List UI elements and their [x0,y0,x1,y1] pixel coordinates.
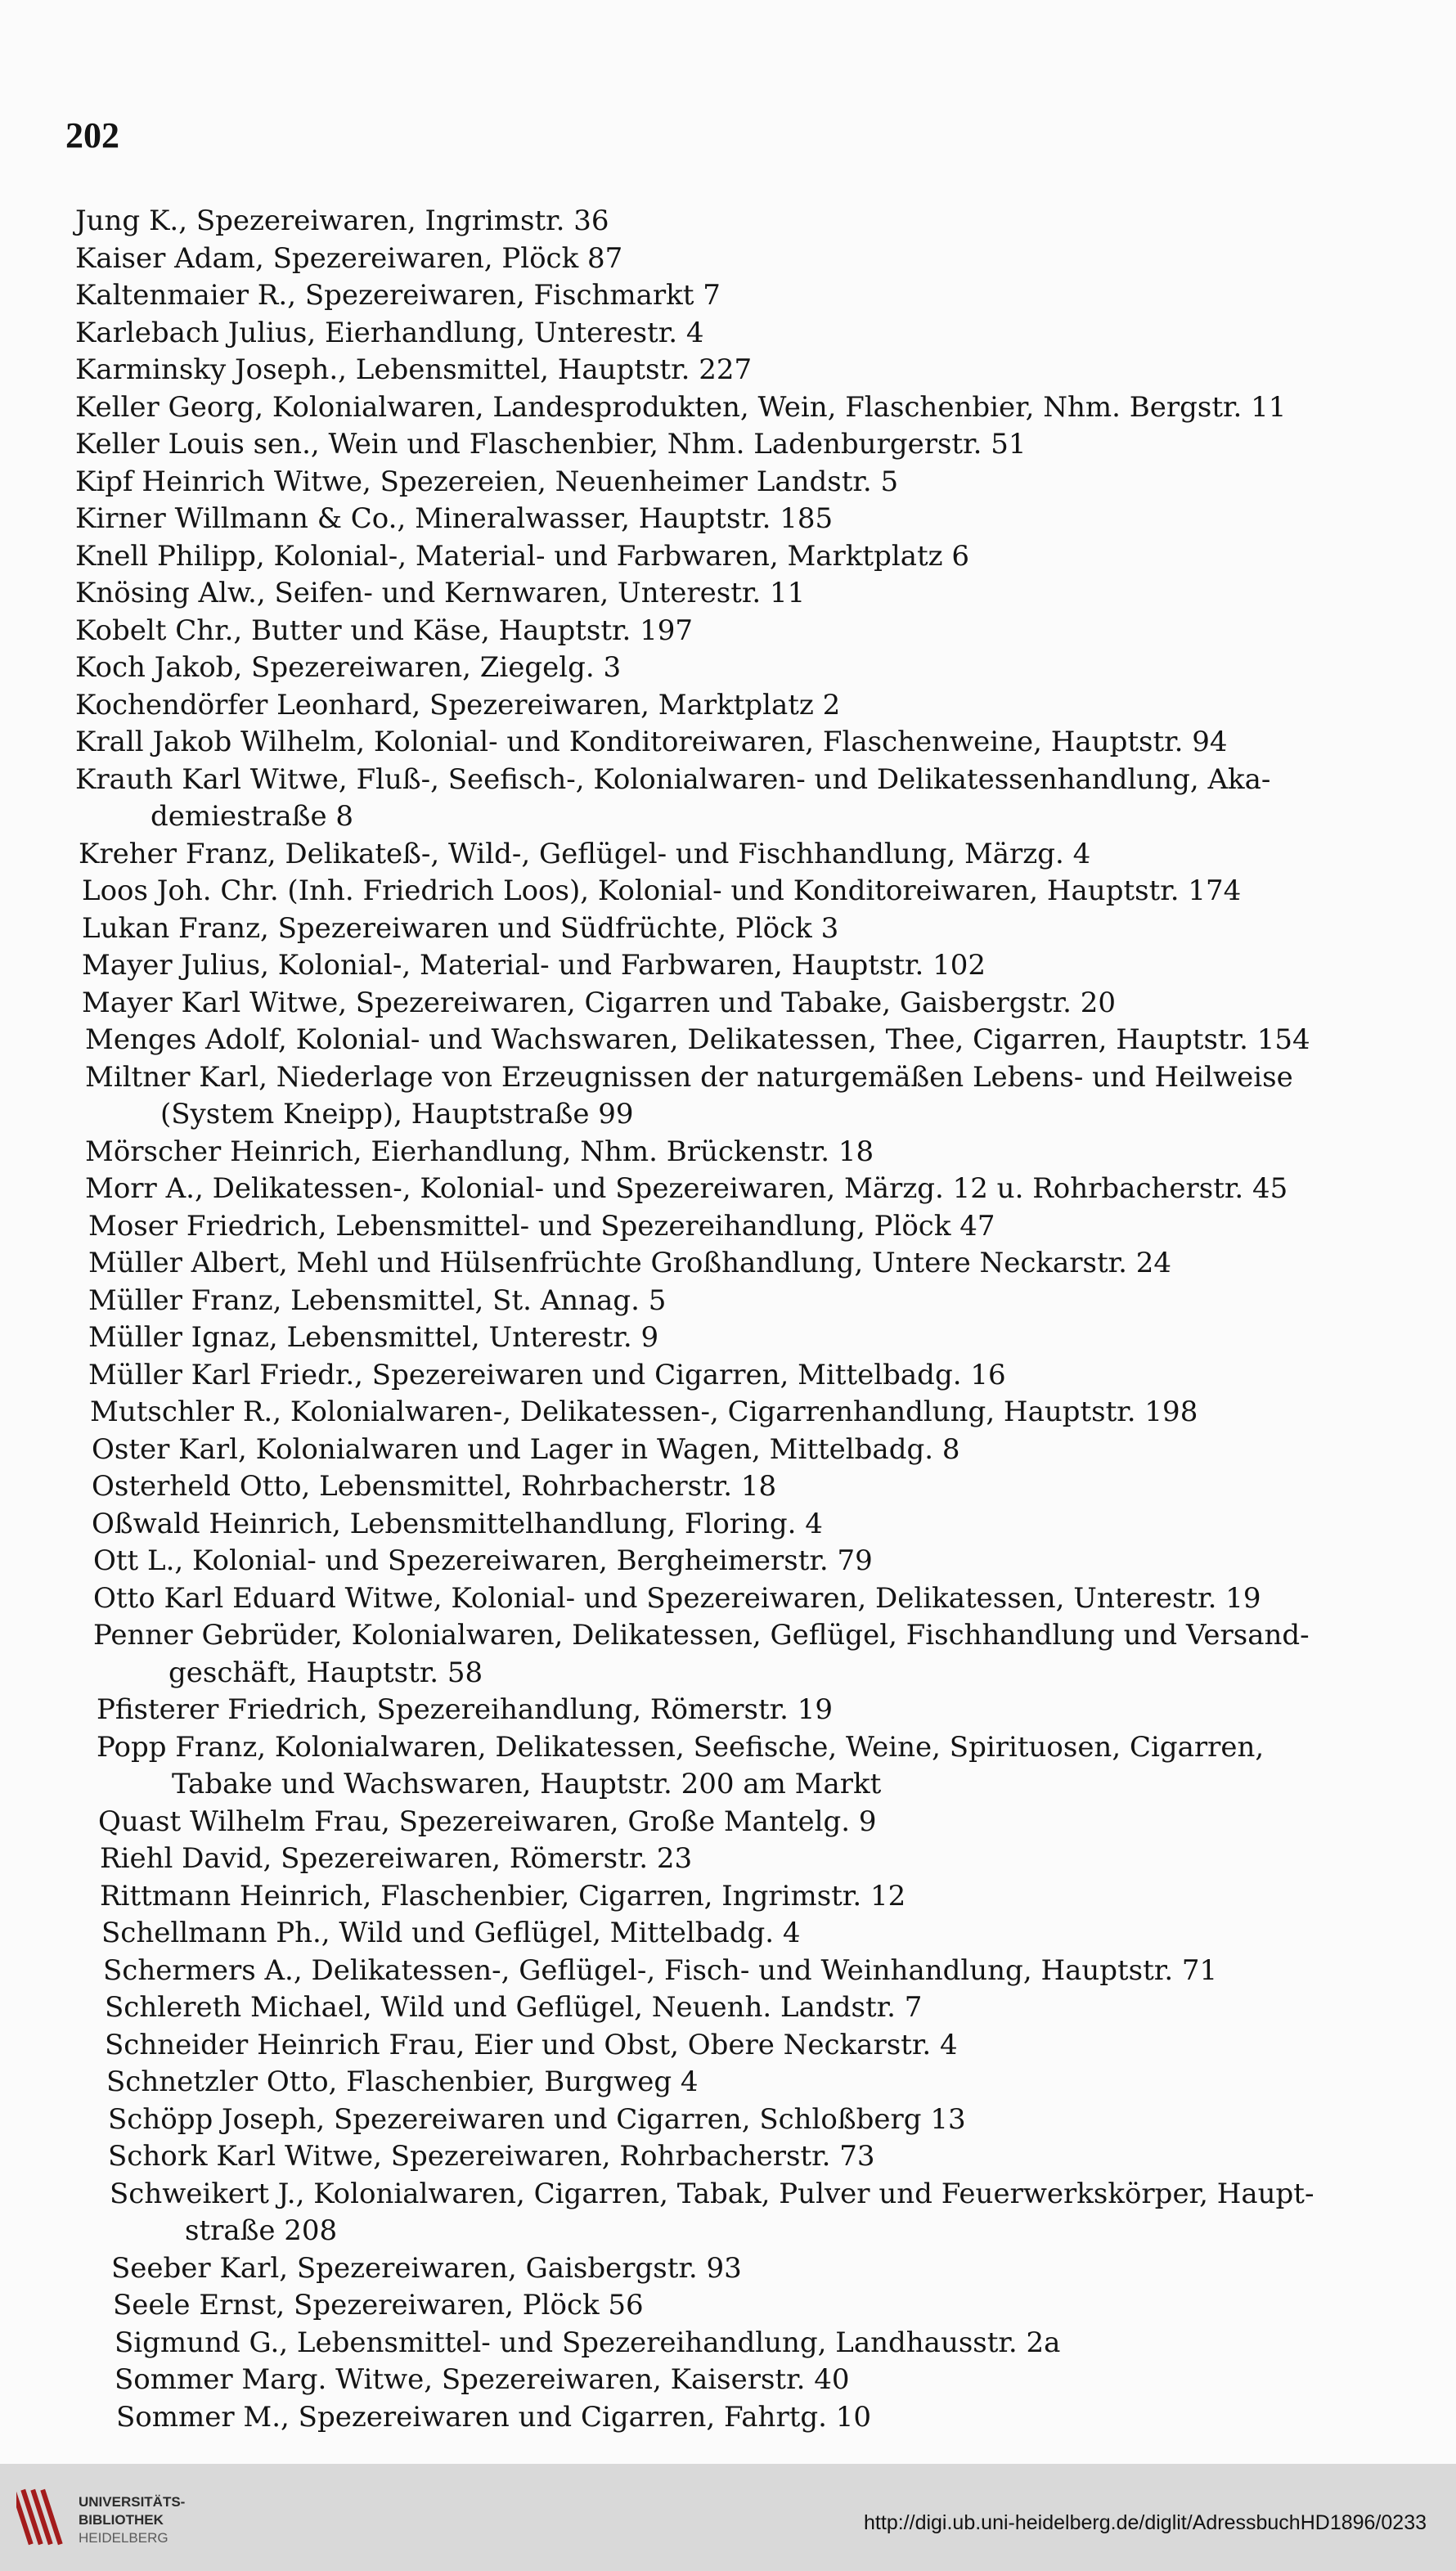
directory-entry [0,1283,1456,1320]
entry-text: Krall Jakob Wilhelm, Kolonial- und Konditoreiwaren, Flaschenweine, Hauptstr. 94 [75,726,1228,758]
directory-entry [0,2176,1456,2250]
entry-text: Mayer Julius, Kolonial-, Material- und Farbwaren, Hauptstr. 102 [82,949,986,982]
entry-text: Loos Joh. Chr. (Inh. Friedrich Loos), Kolonial- und Konditoreiwaren, Hauptstr. 174 [82,874,1242,907]
entry-text: Müller Karl Friedr., Spezereiwaren und Cigarren, Mittelbadg. 16 [88,1358,1006,1391]
directory-entry [0,2362,1456,2399]
directory-entry [0,464,1456,501]
entry-text: Pfisterer Friedrich, Spezereihandlung, Römerstr. 19 [97,1693,834,1726]
entry-text: Knell Philipp, Kolonial-, Material- und Farbwaren, Marktplatz 6 [75,539,969,573]
entry-text: Schnetzler Otto, Flaschenbier, Burgweg 4 [106,2065,699,2098]
entry-text: Menges Adolf, Kolonial- und Wachswaren, Delikatessen, Thee, Cigarren, Hauptstr. 154 [85,1023,1310,1056]
directory-entry [0,426,1456,464]
entry-text: Rittmann Heinrich, Flaschenbier, Cigarren, Ingrimstr. 12 [100,1879,906,1913]
directory-entry [0,1357,1456,1395]
entry-text: Müller Albert, Mehl und Hülsenfrüchte Großhandlung, Untere Neckarstr. 24 [88,1247,1172,1279]
entry-text: Schlereth Michael, Wild und Geflügel, Neuenh. Landstr. 7 [105,1991,923,2024]
directory-entry [0,1468,1456,1506]
directory-entry [0,2250,1456,2288]
directory-entries [0,203,1456,2436]
entry-text: Mutschler R., Kolonialwaren-, Delikatessen-, Cigarrenhandlung, Hauptstr. 198 [90,1396,1198,1428]
entry-text: Schöpp Joseph, Spezereiwaren und Cigarren, Schloßberg 13 [108,2102,966,2136]
entry-text: Kaiser Adam, Spezereiwaren, Plöck 87 [75,241,623,275]
directory-entry [0,1134,1456,1171]
entry-text: Seeber Karl, Spezereiwaren, Gaisbergstr. 93 [111,2251,742,2285]
entry-continuation: straße 208 [185,2214,338,2247]
source-url[interactable]: http://digi.ub.uni-heidelberg.de/diglit/AdressbuchHD1896/0233 [864,2511,1427,2534]
directory-entry [0,2101,1456,2139]
directory-entry [0,1841,1456,1878]
entry-continuation: demiestraße 8 [151,800,354,833]
directory-entry [0,352,1456,389]
directory-entry [0,1878,1456,1916]
library-name [79,2493,185,2547]
directory-entry [0,2027,1456,2065]
library-logo-icon [16,2480,67,2554]
directory-entry [0,1915,1456,1953]
entry-text: Karminsky Joseph., Lebensmittel, Hauptstr. 227 [75,353,753,386]
directory-entry [0,687,1456,725]
entry-text: Kaltenmaier R., Spezereiwaren, Fischmarkt 7 [75,279,721,312]
directory-entry [0,538,1456,576]
entry-text: Keller Georg, Kolonialwaren, Landesprodukten, Wein, Flaschenbier, Nhm. Bergstr. 11 [75,390,1287,424]
directory-entry [0,1319,1456,1357]
library-name-line1: UNIVERSITÄTS- [79,2494,186,2510]
entry-text: Lukan Franz, Spezereiwaren und Südfrüchte, Plöck 3 [82,911,839,945]
directory-entry [0,1506,1456,1544]
directory-entry [0,873,1456,910]
entry-text: Kirner Willmann & Co., Mineralwasser, Hauptstr. 185 [75,502,834,535]
entry-text: Morr A., Delikatessen-, Kolonial- und Spezereiwaren, Märzg. 12 u. Rohrbacherstr. 45 [85,1172,1288,1205]
directory-entry [0,501,1456,538]
directory-entry [0,1804,1456,1841]
entry-text: Krauth Karl Witwe, Fluß-, Seefisch-, Kolonialwaren- und Delikatessenhandlung, Aka- [75,762,1271,796]
entry-text: Schork Karl Witwe, Spezereiwaren, Rohrbacherstr. 73 [108,2140,875,2173]
directory-entry [0,1394,1456,1432]
entry-text: Popp Franz, Kolonialwaren, Delikatessen, Seefische, Weine, Spirituosen, Cigarren, [97,1730,1265,1764]
directory-entry [0,1245,1456,1283]
entry-text: Miltner Karl, Niederlage von Erzeugnissen der naturgemäßen Lebens- und Heilweise [85,1060,1293,1094]
library-name-line3: HEIDELBERG [79,2530,169,2546]
entry-text: Schellmann Ph., Wild und Geflügel, Mittelbadg. 4 [101,1917,801,1949]
entry-continuation: Tabake und Wachswaren, Hauptstr. 200 am Markt [172,1768,882,1800]
entry-text: Penner Gebrüder, Kolonialwaren, Delikatessen, Geflügel, Fischhandlung und Versand- [93,1619,1310,1652]
directory-entry [0,1989,1456,2027]
entry-text: Quast Wilhelm Frau, Spezereiwaren, Große Mantelg. 9 [98,1805,877,1838]
directory-entry [0,1543,1456,1580]
entry-text: Keller Louis sen., Wein und Flaschenbier, Nhm. Ladenburgerstr. 51 [75,428,1027,461]
directory-entry [0,1953,1456,1990]
entry-text: Müller Ignaz, Lebensmittel, Unterestr. 9 [88,1321,659,1354]
directory-entry [0,575,1456,613]
entry-text: Kobelt Chr., Butter und Käse, Hauptstr. 197 [75,614,694,647]
directory-entry [0,1171,1456,1208]
library-name-line2: BIBLIOTHEK [79,2512,164,2528]
directory-entry [0,2399,1456,2437]
directory-entry [0,1617,1456,1692]
directory-entry [0,947,1456,985]
entry-text: Osterheld Otto, Lebensmittel, Rohrbacherstr. 18 [92,1470,777,1503]
entry-text: Oster Karl, Kolonialwaren und Lager in Wagen, Mittelbadg. 8 [92,1432,960,1466]
directory-entry [0,2325,1456,2362]
entry-text: Schneider Heinrich Frau, Eier und Obst, Obere Neckarstr. 4 [105,2028,958,2061]
directory-entry [0,315,1456,353]
entry-text: Mayer Karl Witwe, Spezereiwaren, Cigarren und Tabake, Gaisbergstr. 20 [82,986,1116,1019]
entry-text: Riehl David, Spezereiwaren, Römerstr. 23 [100,1842,693,1875]
directory-entry [0,2138,1456,2176]
entry-text: Mörscher Heinrich, Eierhandlung, Nhm. Brückenstr. 18 [85,1135,874,1168]
directory-entry [0,613,1456,650]
entry-text: Ott L., Kolonial- und Spezereiwaren, Bergheimerstr. 79 [93,1544,873,1577]
entry-text: Sigmund G., Lebensmittel- und Spezereihandlung, Landhausstr. 2a [115,2326,1061,2359]
entry-text: Otto Karl Eduard Witwe, Kolonial- und Spezereiwaren, Delikatessen, Unterestr. 19 [93,1581,1261,1615]
directory-entry [0,1729,1456,1804]
directory-entry [0,1432,1456,1469]
entry-text: Schweikert J., Kolonialwaren, Cigarren, Tabak, Pulver und Feuerwerkskörper, Haupt- [110,2177,1314,2210]
entry-text: Seele Ernst, Spezereiwaren, Plöck 56 [113,2289,644,2322]
entry-text: Koch Jakob, Spezereiwaren, Ziegelg. 3 [75,651,622,684]
entry-text: Sommer M., Spezereiwaren und Cigarren, Fahrtg. 10 [116,2400,872,2434]
entry-text: Kochendörfer Leonhard, Spezereiwaren, Marktplatz 2 [75,688,841,721]
directory-entry [0,910,1456,948]
entry-text: Kreher Franz, Delikateß-, Wild-, Geflügel- und Fischhandlung, Märzg. 4 [79,837,1091,870]
directory-entry [0,389,1456,427]
entry-text: Müller Franz, Lebensmittel, St. Annag. 5 [88,1283,667,1317]
entry-continuation: geschäft, Hauptstr. 58 [169,1656,483,1689]
entry-text: Karlebach Julius, Eierhandlung, Unterestr. 4 [75,316,704,349]
page-number: 202 [65,115,119,155]
directory-entry [0,1208,1456,1246]
entry-text: Oßwald Heinrich, Lebensmittelhandlung, Floring. 4 [92,1507,823,1540]
directory-entry [0,1022,1456,1059]
footer-bar [0,2464,1456,2571]
entry-text: Schermers A., Delikatessen-, Geflügel-, Fisch- und Weinhandlung, Hauptstr. 71 [103,1953,1218,1987]
directory-entry [0,2064,1456,2101]
directory-entry [0,1059,1456,1134]
directory-entry [0,649,1456,687]
entry-text: Kipf Heinrich Witwe, Spezereien, Neuenheimer Landstr. 5 [75,465,899,498]
entry-continuation: (System Kneipp), Hauptstraße 99 [160,1098,634,1130]
entry-text: Knösing Alw., Seifen- und Kernwaren, Unterestr. 11 [75,577,806,609]
directory-entry [0,2287,1456,2325]
directory-entry [0,985,1456,1023]
directory-entry [0,240,1456,278]
directory-entry [0,762,1456,836]
directory-entry [0,203,1456,240]
directory-entry [0,1692,1456,1729]
entry-text: Moser Friedrich, Lebensmittel- und Spezereihandlung, Plöck 47 [88,1209,995,1243]
entry-text: Sommer Marg. Witwe, Spezereiwaren, Kaiserstr. 40 [115,2363,850,2396]
directory-entry [0,836,1456,874]
directory-entry [0,724,1456,762]
directory-entry [0,277,1456,315]
directory-entry [0,1580,1456,1618]
entry-text: Jung K., Spezereiwaren, Ingrimstr. 36 [75,205,609,237]
